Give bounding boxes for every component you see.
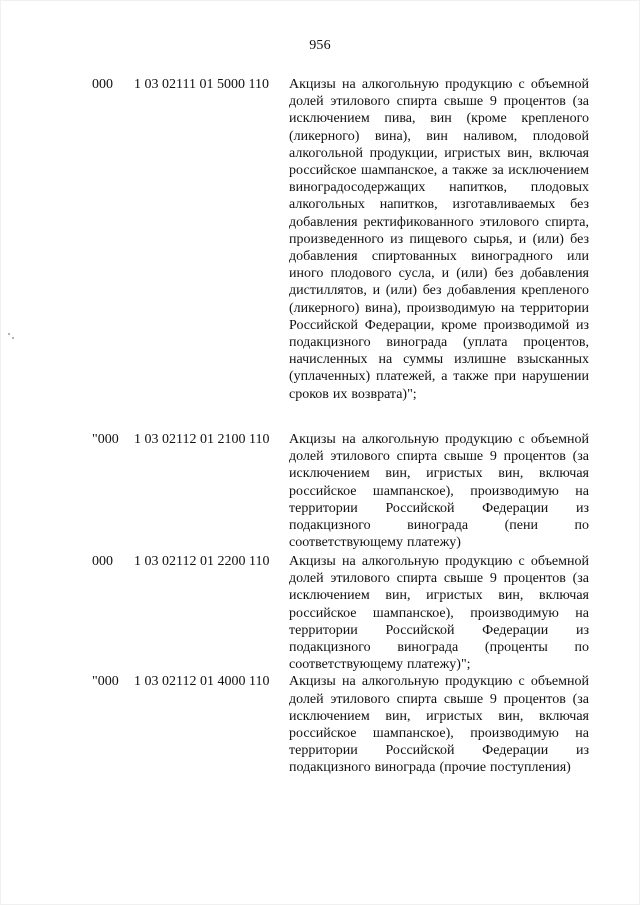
scan-speck <box>8 333 10 335</box>
table-row <box>0 76 640 431</box>
scan-speck <box>12 337 14 339</box>
budget-classification-code: 1 03 02112 01 2200 110 <box>134 554 270 569</box>
admin-code: "000 <box>92 674 119 690</box>
row-description: Акцизы на алкогольную продукцию с объемной долей этилового спирта свыше 9 процентов (за исключением вин, игристых вин, включая российское шампанское), производимую на территории Российской Федерации из подакцизного винограда (проценты по соответствующему платежу)"; <box>289 554 589 673</box>
budget-classification-code: 1 03 02111 01 5000 110 <box>134 77 269 92</box>
table-row <box>0 673 640 776</box>
admin-code: 000 <box>92 77 113 92</box>
table-row <box>0 553 640 673</box>
table-row <box>0 431 640 553</box>
page-number: 956 <box>309 38 331 53</box>
budget-classification-code: 1 03 02112 01 4000 110 <box>134 674 270 690</box>
admin-code: "000 <box>92 432 119 447</box>
admin-code: 000 <box>92 554 113 569</box>
row-description: Акцизы на алкогольную продукцию с объемной долей этилового спирта свыше 9 процентов (за исключением вин, игристых вин, включая российское шампанское), производимую на территории Российской Федерации из подакцизного винограда (пени по соответствующему платежу) <box>289 432 589 551</box>
row-description: Акцизы на алкогольную продукцию с объемной долей этилового спирта свыше 9 процентов (за исключением вин, игристых вин, включая российское шампанское), производимую на территории Российской Федерации из подакцизного винограда (прочие поступления) <box>289 674 589 776</box>
code-table <box>0 76 640 777</box>
budget-classification-code: 1 03 02112 01 2100 110 <box>134 432 270 447</box>
row-description: Акцизы на алкогольную продукцию с объемной долей этилового спирта свыше 9 процентов (за исключением пива, вин (кроме крепленого (ликерного) вина), вин наливом, плодовой алкогольной продукции, игристых вин, включая российское шампанское, а также за исключением виноградосодержащих напитков, плодовых алкогольных напитков, изготавливаемых без добавления ректификованного этилового спирта, произведенного из пищевого сырья, и (или) без добавления спиртованных виноградного или иного плодового сусла, и (или) без добавления дистиллятов, и (или) без добавления крепленого (ликерного) вина), производимую на территории Российской Федерации, кроме производимой из подакцизного винограда (уплата процентов, начисленных на суммы излишне взысканных (уплаченных) платежей, а также при нарушении сроков их возврата)"; <box>289 77 589 402</box>
